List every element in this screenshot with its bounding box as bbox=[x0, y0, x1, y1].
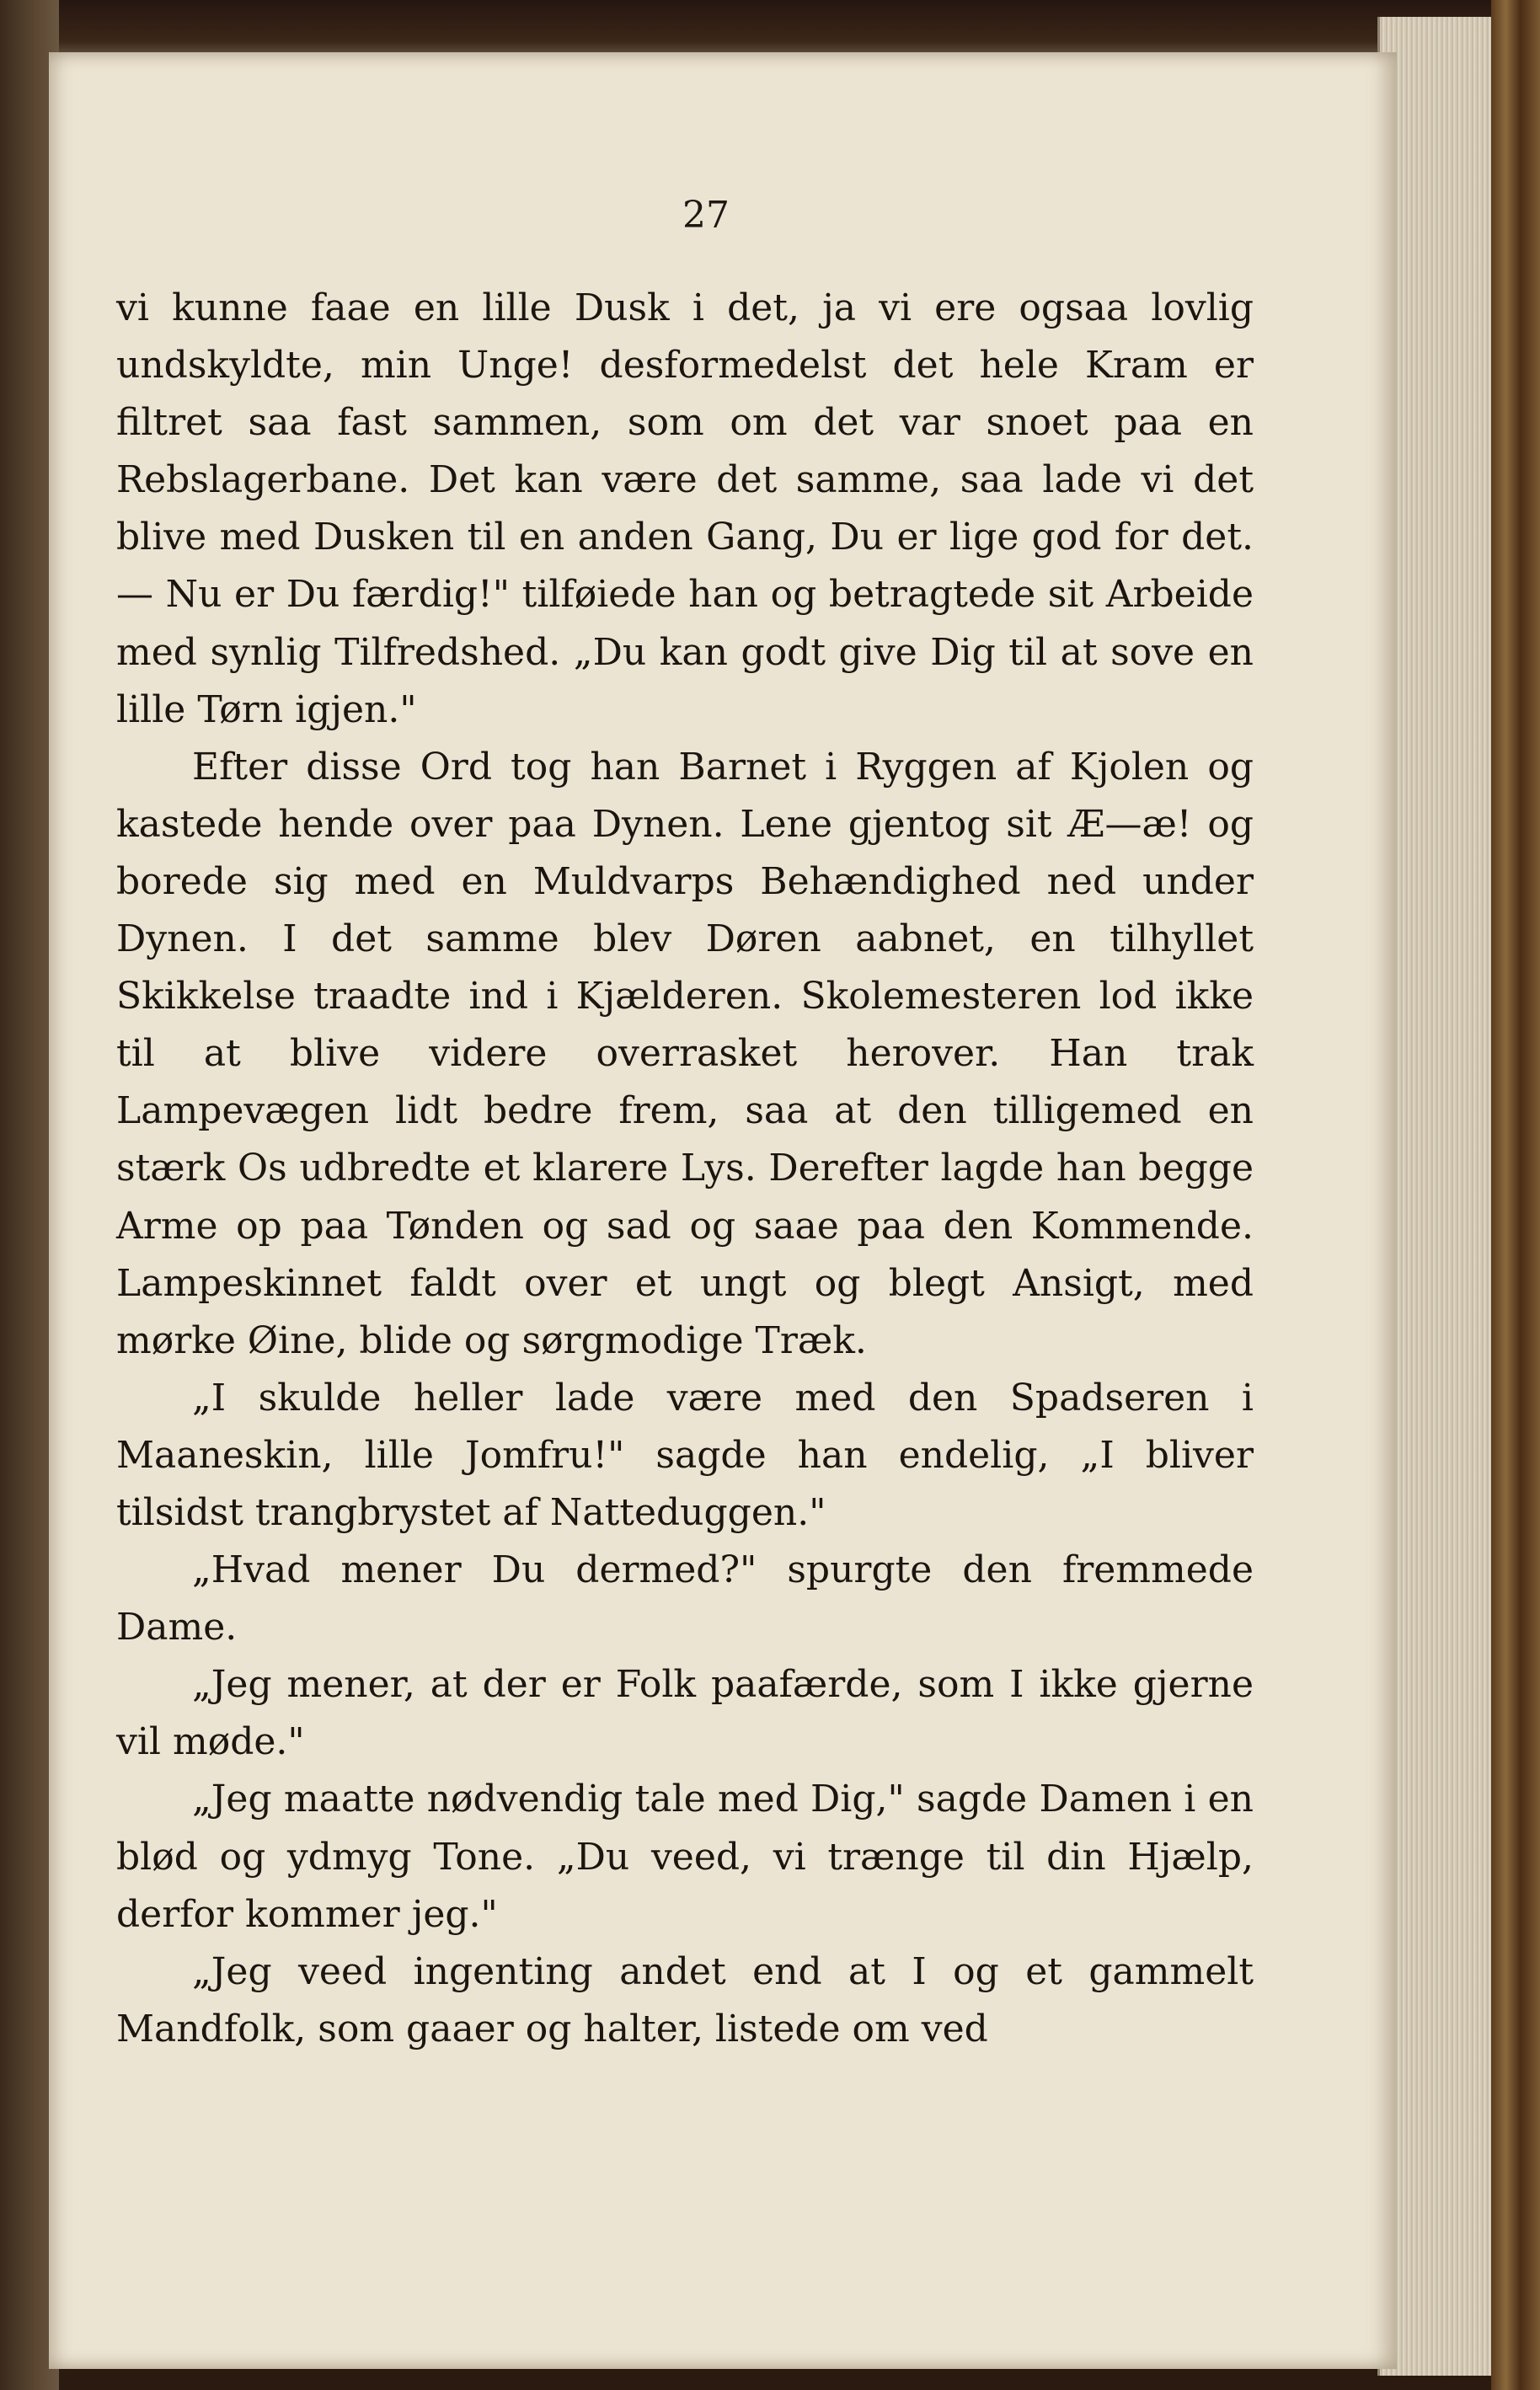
paragraph-6: „Jeg maatte nødvendig tale med Dig," sagde Damen i en blød og ydmyg Tone. „Du veed, vi trænge til din Hjælp, derfor kommer jeg." bbox=[116, 1778, 1254, 1936]
paragraph-1: vi kunne faae en lille Dusk i det, ja vi ere ogsaa lovlig undskyldte, min Unge! desformedelst det hele Kram er filtret saa fast sammen, som om det var snoet paa en Rebslagerbane. Det kan være det samme, saa lade vi det blive med Dusken til en anden Gang, Du er lige god for det. — Nu er Du færdig!" tilføiede han og betragtede sit Arbeide med synlig Tilfredshed. „Du kan godt give Dig til at sove en lille Tørn igjen." bbox=[116, 286, 1254, 731]
previous-leaf-edge bbox=[0, 0, 1540, 59]
paragraph-2: Efter disse Ord tog han Barnet i Ryggen af Kjolen og kastede hende over paa Dynen. Lene gjentog sit Æ—æ! og borede sig med en Muldvarps Behændighed ned under Dynen. I det samme blev Døren aabnet, en tilhyllet Skikkelse traadte ind i Kjælderen. Skolemesteren lod ikke til at blive videre overrasket herover. Han trak Lampevægen lidt bedre frem, saa at den tilligemed en stærk Os udbredte et klarere Lys. Derefter lagde han begge Arme op paa Tønden og sad og saae paa den Kommende. Lampeskinnet faldt over et ungt og blegt Ansigt, med mørke Øine, blide og sørgmodige Træk. bbox=[116, 745, 1254, 1362]
page-number: 27 bbox=[682, 194, 730, 237]
page-text bbox=[116, 280, 1254, 2058]
book-cover-edge bbox=[1491, 0, 1540, 2390]
paragraph-4: „Hvad mener Du dermed?" spurgte den fremmede Dame. bbox=[116, 1548, 1254, 1649]
book-page bbox=[49, 52, 1397, 2369]
paragraph-5: „Jeg mener, at der er Folk paafærde, som I ikke gjerne vil møde." bbox=[116, 1663, 1254, 1764]
paragraph-7: „Jeg veed ingenting andet end at I og et gammelt Mandfolk, som gaaer og halter, listede om ved bbox=[116, 1949, 1254, 2050]
paragraph-3: „I skulde heller lade være med den Spadseren i Maaneskin, lille Jomfru!" sagde han endelig, „I bliver tilsidst trangbrystet af Natteduggen." bbox=[116, 1376, 1254, 1534]
